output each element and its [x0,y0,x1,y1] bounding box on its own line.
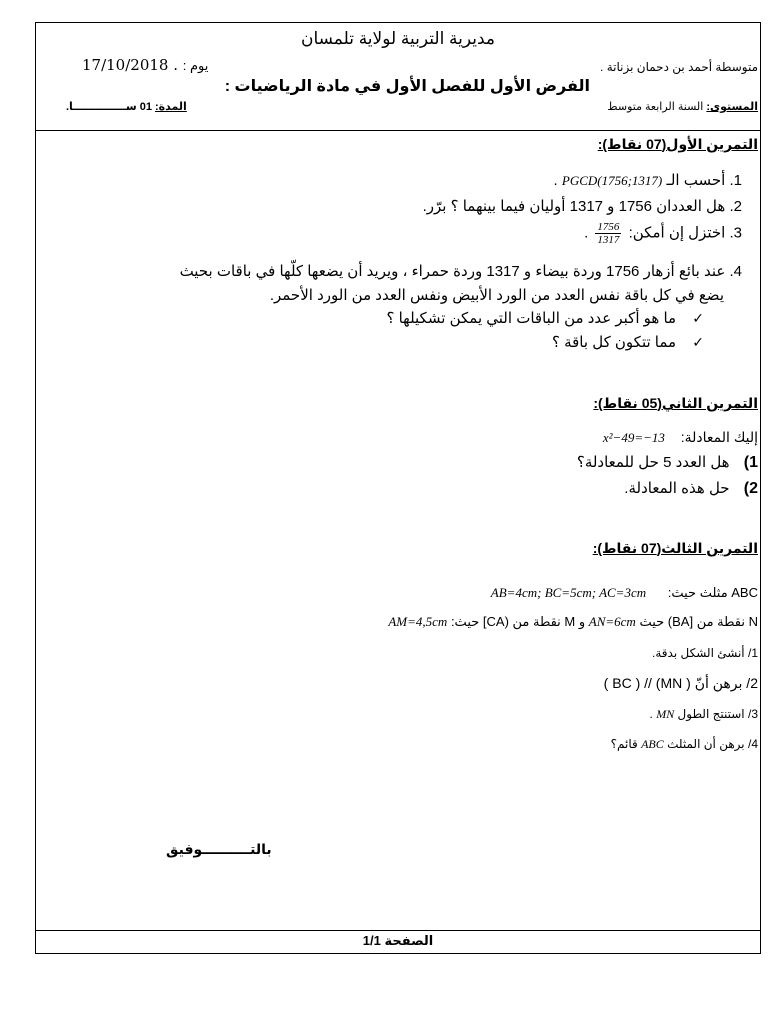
ex1-q3-end: . [584,224,589,242]
duration-label: المدة: [155,101,187,113]
ex3-line2-math-b: AM=4,5cm [388,614,448,629]
directorate-title: مديرية التربية لولاية تلمسان [300,29,496,48]
school-name: متوسطة أحمد بن دحمان بزناتة . [600,60,758,74]
ex3-q3-math: MN [656,707,675,721]
ex1-question3 [584,221,742,246]
ex3-line1-text: ABC مثلث حيث: [667,585,758,600]
ex1-q4-sub1-text: ما هو أكبر عدد من الباقات التي يمكن تشكيلها ؟ [386,310,677,327]
ex1-q4-sub1 [386,309,704,327]
exam-date [82,56,208,74]
ex2-intro [603,429,758,446]
ex2-equation: x²−49=−13 [602,430,665,445]
date-value: 17/10/2018 . [82,56,178,74]
duration-info [66,100,187,113]
ex3-question4 [611,737,758,752]
ex1-q1-math: PGCD(1756;1317) [561,173,663,188]
exam-title: الفرض الأول للفصل الأول في مادة الرياضيات : [224,78,590,95]
ex3-line2 [388,614,758,630]
duration-value: 01 ســــــــــــــا. [66,101,152,113]
closing-wish: بالتــــــــــوفيق [166,841,272,857]
ex3-line2-text-a: N نقطة من [BA) حيث [639,614,758,629]
ex3-q4-text-a: 4/ برهن أن المثلث [667,737,758,751]
ex2-q1-text: هل العدد 5 حل للمعادلة؟ [576,454,730,471]
level-value: السنة الرابعة متوسط [607,101,704,113]
ex1-q4-number: 4. [729,263,742,280]
ex3-question3 [650,707,758,722]
footer-divider [36,930,760,931]
checkmark-icon: ✓ [692,311,704,327]
ex1-question2 [423,197,742,215]
exercise2-title: التمرين الثاني(05 نقاط): [593,395,758,411]
ex3-line1 [491,585,758,601]
ex3-line2-text-b: و M نقطة من (CA] حيث: [450,614,586,629]
fraction-denominator: 1317 [597,234,620,246]
ex1-q2-number: 2. [729,198,742,215]
ex1-q1-text: أحسب الـ [666,172,726,189]
level-label: المستوى: [706,101,758,113]
fraction-numerator: 1756 [597,221,620,233]
exercise3-title: التمرين الثالث(07 نقاط): [592,540,758,556]
ex1-question4 [180,262,742,280]
ex1-q3-number: 3. [729,224,742,242]
ex2-intro-text: إليك المعادلة: [680,429,758,445]
ex1-q4-line2: يضع في كل باقة نفس العدد من الورد الأبيض ونفس العدد من الورد الأحمر. [269,287,724,304]
ex3-line1-math: AB=4cm; BC=5cm; AC=3cm [490,585,647,600]
ex3-q4-math: ABC [641,737,664,751]
ex2-q1-number: 1) [743,454,758,471]
ex1-question1 [554,171,742,189]
ex1-q4-line1: عند بائع أزهار 1756 وردة بيضاء و 1317 وردة حمراء ، ويريد أن يضعها كلّها في باقات بحيث [179,263,726,280]
header-divider [36,130,760,131]
level-info [607,100,758,113]
ex2-question1 [577,453,758,472]
ex1-q1-number: 1. [729,172,742,189]
ex2-q2-number: 2) [743,480,758,497]
exam-sheet [35,22,761,954]
page-number: الصفحة 1/1 [362,933,434,948]
ex1-q2-text: هل العددان 1756 و 1317 أوليان فيما بينهما ؟ برّر. [422,198,726,215]
ex1-q4-sub2-text: مما تتكون كل باقة ؟ [551,334,677,351]
ex1-q1-end: . [553,172,558,189]
ex1-q4-sub2 [552,333,704,351]
ex3-q3-text: 3/ استنتج الطول [677,707,758,721]
date-label: يوم : [182,58,209,73]
ex3-line2-math-a: AN=6cm [588,614,636,629]
checkmark-icon: ✓ [692,335,704,351]
exercise1-title: التمرين الأول(07 نقاط): [597,136,758,152]
ex1-q3-text: اختزل إن أمكن: [628,224,726,242]
ex3-q3-end: . [649,707,653,721]
ex3-question2: 2/ برهن أنّ ( MN) // ( BC ) [603,675,758,691]
ex3-question1: 1/ أنشئ الشكل بدقة. [652,646,758,660]
ex3-q4-text-b: قائم؟ [610,737,638,751]
ex2-q2-text: حل هذه المعادلة. [624,480,730,497]
ex1-q3-fraction [595,221,621,246]
ex2-question2 [624,479,758,498]
